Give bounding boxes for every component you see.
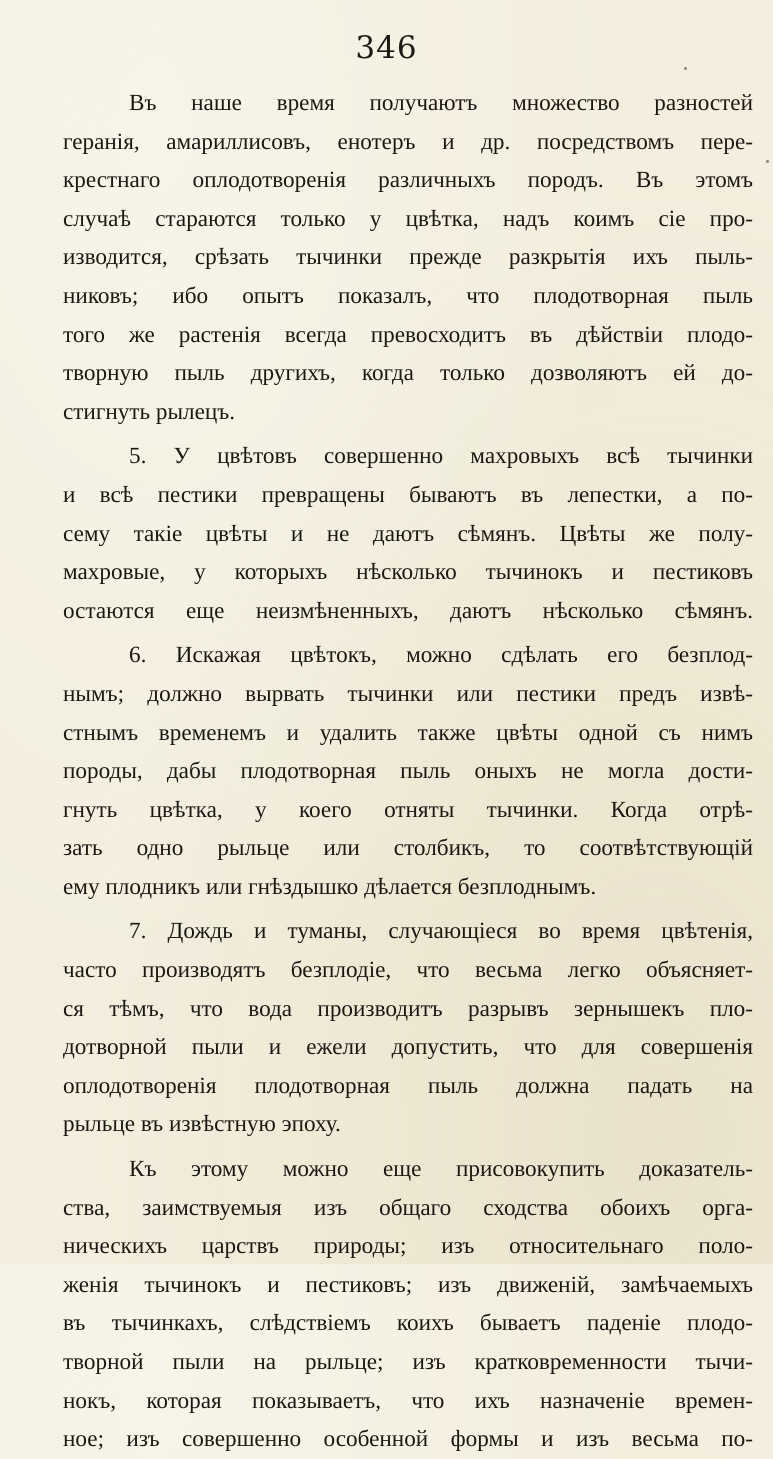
- text-line: 6. Искажая цвѣтокъ, можно сдѣлать его безплод-: [129, 642, 753, 669]
- text-line: Въ наше время получаютъ множество разностей: [129, 90, 753, 116]
- text-line: того же растенія всегда превосходитъ въ дѣйствіи плодо-: [63, 321, 753, 348]
- text-line: стнымъ временемъ и удалить также цвѣты одной съ нимъ: [63, 719, 753, 746]
- text-line: махровые, у которыхъ нѣсколько тычинокъ и пестиковъ: [63, 559, 753, 586]
- page-body: [63, 84, 753, 1459]
- text-line: ническихъ царствъ природы; изъ относительнаго поло-: [63, 1233, 753, 1260]
- text-line: сему такіе цвѣты и не даютъ сѣмянъ. Цвѣты же полу-: [63, 520, 753, 547]
- text-line: остаются еще неизмѣненныхъ, даютъ нѣсколько сѣмянъ.: [63, 597, 753, 624]
- text-line: творной пыли на рыльце; изъ кратковременности тычи-: [63, 1349, 753, 1375]
- text-line: изводится, срѣзать тычинки прежде разкрытія ихъ пыль-: [63, 244, 753, 271]
- ink-speck: [684, 67, 687, 70]
- text-line: крестнаго оплодотворенія различныхъ породъ. Въ этомъ: [63, 167, 753, 194]
- paragraph-5: [63, 1150, 753, 1459]
- text-line: случаѣ стараются только у цвѣтка, надъ коимъ сіе про-: [63, 205, 753, 232]
- text-line: породы, дабы плодотворная пыль оныхъ не могла дости-: [63, 758, 753, 785]
- text-line: нокъ, которая показываетъ, что ихъ назначеніе времен-: [63, 1387, 753, 1414]
- text-line: женія тычинокъ и пестиковъ; изъ движеній, замѣчаемыхъ: [63, 1271, 753, 1298]
- paragraph-2: [63, 437, 753, 630]
- text-line: нымъ; должно вырвать тычинки или пестики предъ извѣ-: [63, 680, 753, 707]
- text-line: Къ этому можно еще присовокупить доказатель-: [129, 1156, 753, 1183]
- text-line: творную пыль другихъ, когда только дозволяютъ ей до-: [63, 360, 753, 387]
- text-line: часто производятъ безплодіе, что весьма легко объясняет-: [63, 957, 753, 984]
- text-line: никовъ; ибо опытъ показалъ, что плодотворная пыль: [63, 282, 753, 309]
- text-line: оплодотворенія плодотворная пыль должна падать на: [63, 1072, 753, 1099]
- ink-speck: [766, 160, 769, 163]
- text-line: 5. У цвѣтовъ совершенно махровыхъ всѣ тычинки: [129, 443, 753, 470]
- text-line: гнуть цвѣтка, у коего отняты тычинки. Когда отрѣ-: [63, 796, 753, 823]
- text-line: дотворной пыли и ежели допустить, что для совершенія: [63, 1034, 753, 1061]
- paragraph-4: [63, 912, 753, 1144]
- text-line: стигнуть рылецъ.: [63, 398, 236, 425]
- paragraph-3: [63, 636, 753, 906]
- text-line: и всѣ пестики превращены бываютъ въ лепестки, а по-: [63, 481, 753, 508]
- page-number: 346: [355, 30, 418, 66]
- text-line: 7. Дождь и туманы, случающіеся во время цвѣтенія,: [129, 918, 753, 945]
- text-line: ему плодникъ или гнѣздышко дѣлается безплоднымъ.: [63, 873, 597, 900]
- text-line: зать одно рыльце или столбикъ, то соотвѣтствующій: [63, 835, 753, 862]
- text-line: ся тѣмъ, что вода производитъ разрывъ зернышекъ пло-: [63, 995, 753, 1022]
- text-line: ства, заимствуемыя изъ общаго сходства обоихъ орга-: [63, 1194, 753, 1221]
- paragraph-1: [63, 84, 753, 431]
- text-line: въ тычинкахъ, слѣдствіемъ коихъ бываетъ паденіе плодо-: [63, 1310, 753, 1337]
- text-line: рыльце въ извѣстную эпоху.: [63, 1111, 341, 1138]
- text-line: ное; изъ совершенно особенной формы и изъ весьма по-: [63, 1426, 753, 1453]
- text-line: геранія, амариллисовъ, енотеръ и др. посредствомъ пере-: [63, 128, 753, 155]
